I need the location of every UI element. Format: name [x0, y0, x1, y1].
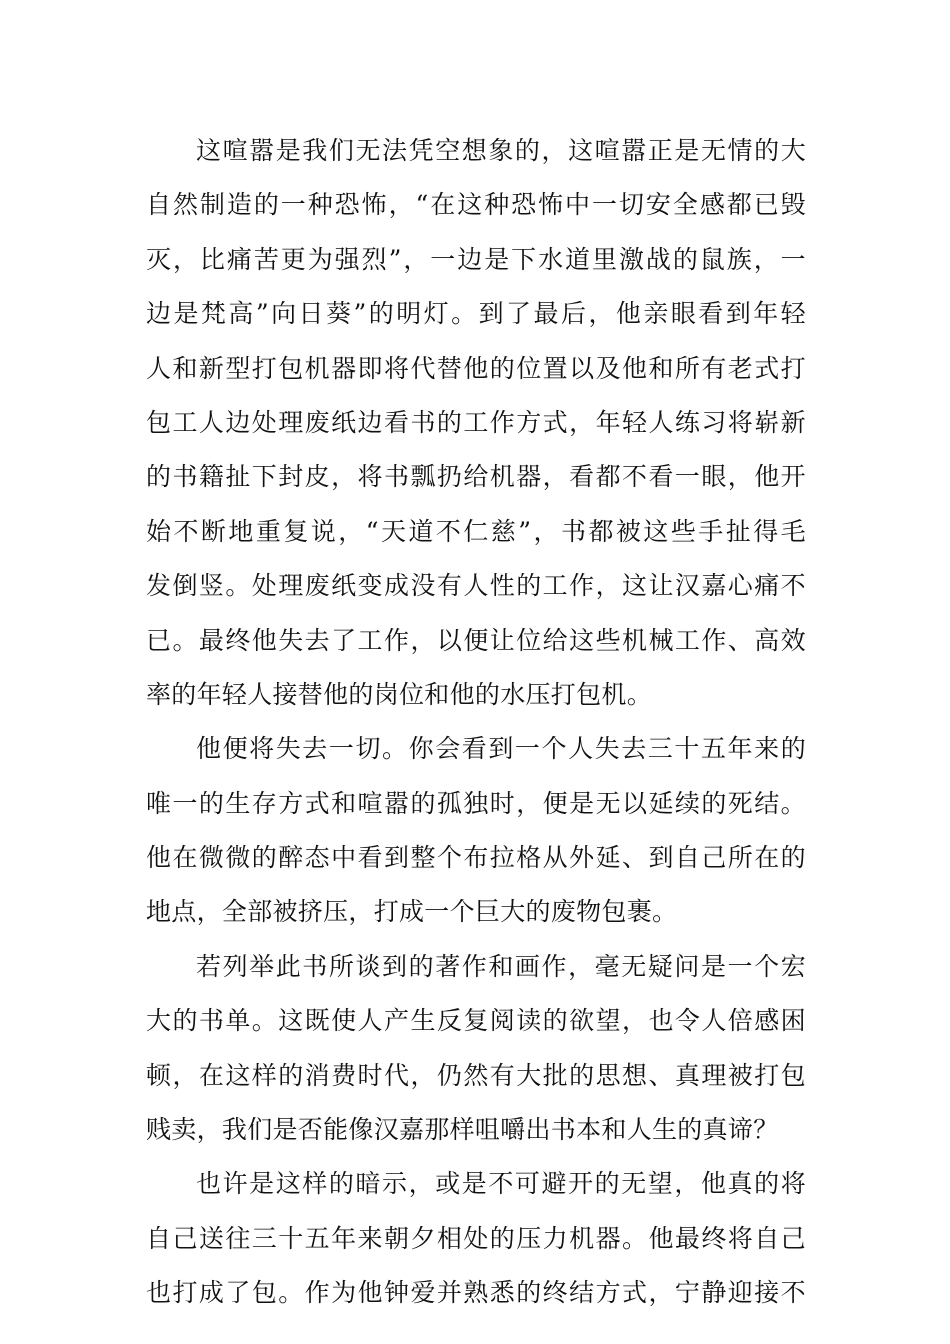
- text-line: 也打成了包。作为他钟爱并熟悉的终结方式，宁静迎接不: [146, 1278, 806, 1308]
- text-line: 的书籍扯下封皮，将书瓢扔给机器，看都不看一眼，他开: [146, 462, 806, 492]
- text-line: 贱卖，我们是否能像汉嘉那样咀嚼出书本和人生的真谛？: [146, 1115, 779, 1145]
- text-line: 始不断地重复说，“天道不仁慈”，书都被这些手扯得毛: [146, 516, 806, 546]
- text-line: 自然制造的一种恐怖，“在这种恐怖中一切安全感都已毁: [146, 190, 806, 220]
- text-line: 人和新型打包机器即将代替他的位置以及他和所有老式打: [146, 353, 806, 383]
- text-line: 这喧嚣是我们无法凭空想象的，这喧嚣正是无情的大: [196, 136, 806, 165]
- text-line: 率的年轻人接替他的岗位和他的水压打包机。: [146, 679, 653, 709]
- text-line: 他在微微的醉态中看到整个布拉格从外延、到自己所在的: [146, 843, 806, 873]
- body-text: [146, 124, 806, 1321]
- text-line: 已。最终他失去了工作，以便让位给这些机械工作、高效: [146, 625, 806, 655]
- text-line: 也许是这样的暗示，或是不可避开的无望，他真的将: [196, 1169, 806, 1199]
- text-line: 唯一的生存方式和喧嚣的孤独时，便是无以延续的死结。: [146, 788, 806, 818]
- text-line: 发倒竖。处理废纸变成没有人性的工作，这让汉嘉心痛不: [146, 571, 806, 601]
- text-line: 灭，比痛苦更为强烈”，一边是下水道里激战的鼠族，一: [146, 244, 806, 274]
- text-line: 顿，在这样的消费时代，仍然有大批的思想、真理被打包: [146, 1060, 806, 1090]
- text-line: 边是梵高”向日葵”的明灯。到了最后，他亲眼看到年轻: [146, 299, 806, 329]
- text-line: 地点，全部被挤压，打成一个巨大的废物包裹。: [146, 897, 678, 927]
- text-line: 他便将失去一切。你会看到一个人失去三十五年来的: [196, 734, 806, 764]
- text-line: 若列举此书所谈到的著作和画作，毫无疑问是一个宏: [196, 951, 806, 981]
- text-line: 自己送往三十五年来朝夕相处的压力机器。他最终将自己: [146, 1223, 806, 1253]
- text-line: 大的书单。这既使人产生反复阅读的欲望，也令人倍感困: [146, 1006, 806, 1036]
- text-line: 包工人边处理废纸边看书的工作方式，年轻人练习将崭新: [146, 407, 806, 437]
